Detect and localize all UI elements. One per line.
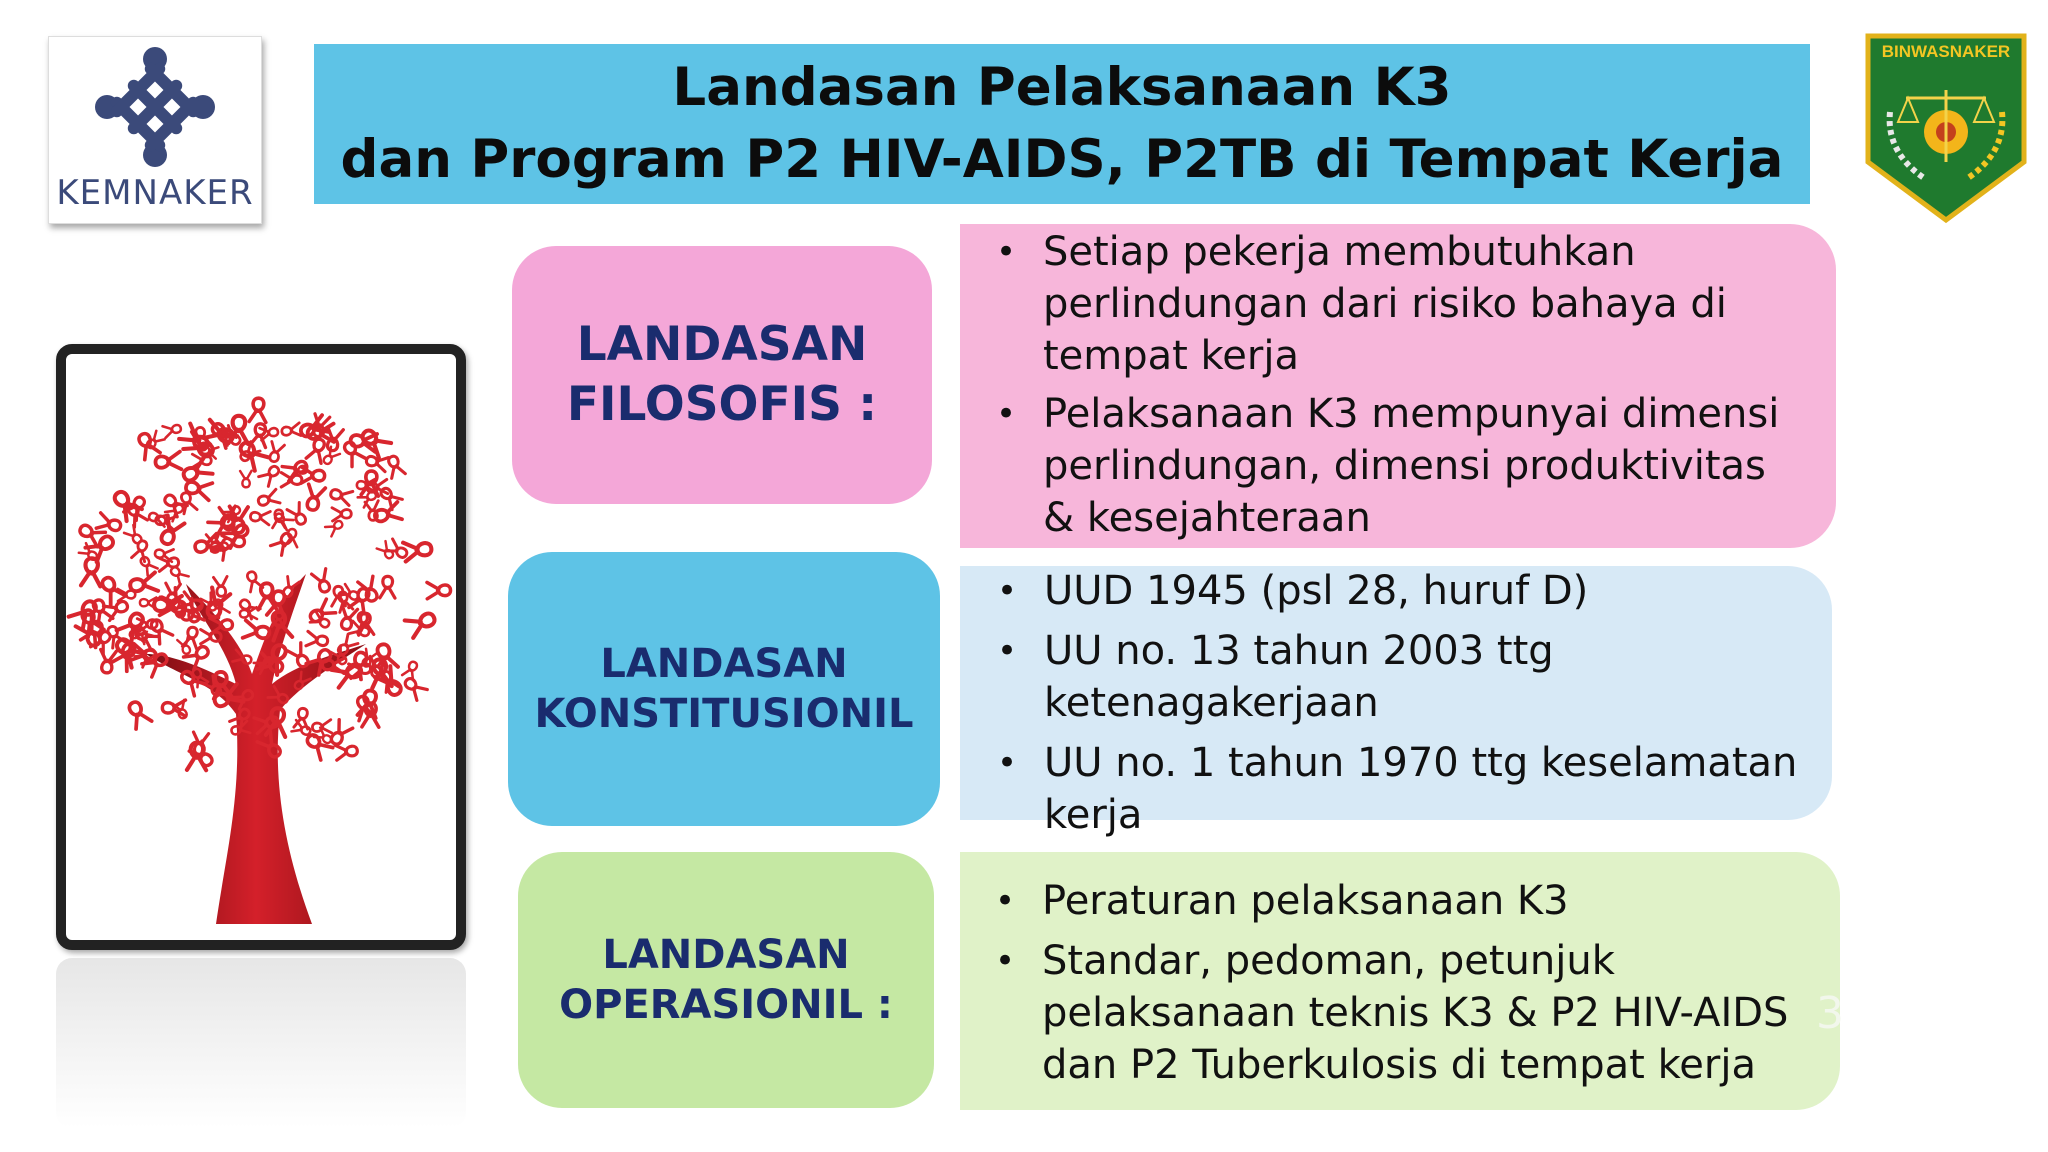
title-line-1: Landasan Pelaksanaan K3 <box>672 57 1452 118</box>
label-landasan-operasionil <box>518 852 934 1108</box>
ribbon-mark <box>213 576 228 596</box>
label-line: OPERASIONIL : <box>559 982 893 1028</box>
binwasnaker-emblem <box>1864 32 2028 224</box>
ribbon-mark <box>427 582 451 599</box>
bullet-line: dan P2 Tuberkulosis di tempat kerja <box>1042 1042 1756 1088</box>
ribbon-mark <box>335 743 358 760</box>
ribbon-mark <box>155 452 182 472</box>
bullet-line: perlindungan, dimensi produktivitas <box>1043 443 1766 489</box>
kemnaker-logo-text: KEMNAKER <box>56 173 254 213</box>
ribbon-mark <box>270 530 295 555</box>
label-line: LANDASAN <box>576 317 868 372</box>
ribbon-mark <box>332 507 351 521</box>
title-line-2: dan Program P2 HIV-AIDS, P2TB di Tempat Kerja <box>340 129 1784 190</box>
ribbon-mark <box>163 422 183 438</box>
slide-title <box>314 44 1810 204</box>
ribbon-mark <box>184 478 212 500</box>
konstitusionil-bullet-list <box>997 565 1797 849</box>
ribbon-mark <box>401 675 427 701</box>
ribbon-mark <box>243 620 271 642</box>
kemnaker-logo-icon <box>85 37 225 177</box>
label-landasan-filosofis <box>512 246 932 504</box>
red-ribbon-tree-icon <box>66 354 456 940</box>
ribbon-mark <box>301 467 325 484</box>
bullet-line: • UU no. 1 tahun 1970 ttg keselamatan <box>1044 740 1798 786</box>
bullet-item <box>995 875 1788 927</box>
ribbon-mark <box>377 485 402 510</box>
ribbon-mark <box>81 558 102 587</box>
bullet-line: ketenagakerjaan <box>1044 680 1379 726</box>
kemnaker-logo <box>48 36 262 224</box>
ribbon-mark <box>187 743 207 771</box>
ribbon-mark <box>125 699 152 729</box>
bullet-item <box>997 625 1797 729</box>
ribbon-tree-picture <box>56 344 466 950</box>
ribbon-mark <box>402 660 420 680</box>
ribbon-mark <box>259 463 283 487</box>
ribbon-mark <box>257 489 280 508</box>
bullet-item <box>997 565 1797 617</box>
bullet-item <box>997 737 1797 841</box>
bullet-line: & kesejahteraan <box>1043 495 1371 541</box>
bullet-line: • Setiap pekerja membutuhkan <box>1043 229 1636 275</box>
ribbon-tree-reflection <box>56 958 466 1128</box>
bullet-line: • Peraturan pelaksanaan K3 <box>1042 878 1569 924</box>
ribbon-mark <box>306 631 329 648</box>
bullet-line: • Pelaksanaan K3 mempunyai dimensi <box>1043 391 1780 437</box>
bullet-line: • UUD 1945 (psl 28, huruf D) <box>1044 568 1589 614</box>
operasionil-bullet-list <box>995 875 1788 1099</box>
ribbon-mark <box>380 576 395 598</box>
filosofis-bullet-list <box>996 226 1779 550</box>
label-line: KONSTITUSIONIL <box>534 691 914 737</box>
bullet-item <box>996 388 1779 544</box>
label-landasan-konstitusionil <box>508 552 940 826</box>
ribbon-mark <box>180 457 212 486</box>
ribbon-mark <box>312 569 334 595</box>
bullet-line: • Standar, pedoman, petunjuk <box>1042 938 1615 984</box>
label-line: LANDASAN <box>600 641 848 687</box>
bullet-line: kerja <box>1044 792 1143 838</box>
ribbon-mark <box>281 423 301 438</box>
bullet-line: tempat kerja <box>1043 333 1299 379</box>
bullet-line: pelaksanaan teknis K3 & P2 HIV-AIDS <box>1042 990 1789 1036</box>
page-number: 3 <box>1816 988 1844 1039</box>
ribbon-mark <box>249 398 267 423</box>
ribbon-mark <box>303 484 325 512</box>
ribbon-mark <box>240 471 252 488</box>
bullet-item <box>995 935 1788 1091</box>
ribbon-mark <box>329 486 353 505</box>
bullet-item <box>996 226 1779 382</box>
bullet-line: • UU no. 13 tahun 2003 ttg <box>1044 628 1554 674</box>
label-line: FILOSOFIS : <box>566 377 878 432</box>
binwasnaker-emblem-text: BINWASNAKER <box>1881 42 2011 61</box>
ribbon-mark <box>129 572 158 595</box>
label-line: LANDASAN <box>602 932 850 978</box>
ribbon-mark <box>267 442 285 464</box>
bullet-line: perlindungan dari risiko bahaya di <box>1043 281 1727 327</box>
binwasnaker-emblem-icon <box>1864 32 2028 224</box>
ribbon-mark <box>405 608 438 637</box>
ribbon-mark <box>292 720 313 738</box>
ribbon-mark <box>250 510 270 525</box>
ribbon-mark <box>157 516 185 548</box>
